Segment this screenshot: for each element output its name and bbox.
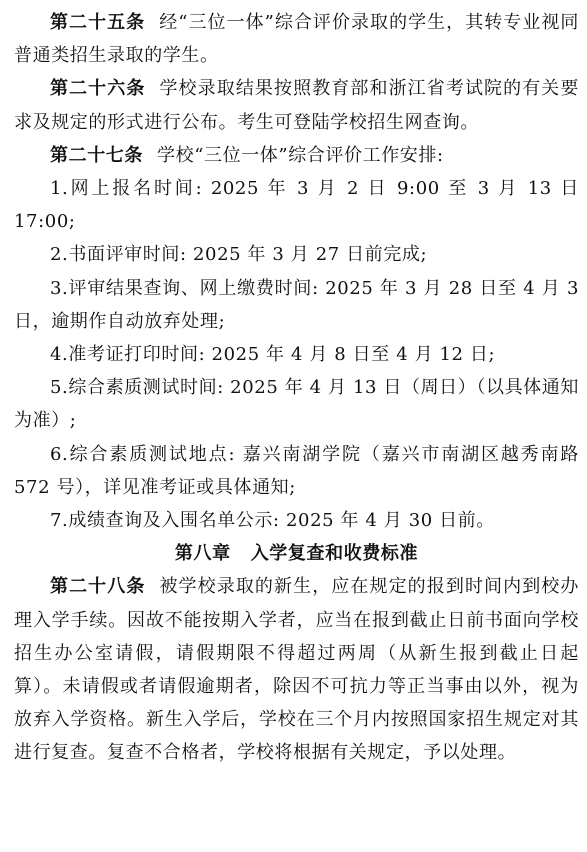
schedule-item-3: 3.评审结果查询、网上缴费时间: 2025 年 3 月 28 日至 4 月 3 日，逾期作自动放弃处理; [14, 277, 579, 332]
article-number: 第二十八条 [50, 576, 146, 598]
article-28 [14, 570, 579, 769]
article-number: 第二十六条 [50, 78, 146, 100]
schedule-item-5: 5.综合素质测试时间: 2025 年 4 月 13 日（周日）（以具体通知为准）; [14, 377, 579, 432]
schedule-item-1: 1.网上报名时间: 2025 年 3 月 2 日 9:00 至 3 月 13 日 17:00; [14, 178, 579, 233]
article-text: 学校录取结果按照教育部和浙江省考试院的有关要求及规定的形式进行公布。考生可登陆学校招生网查询。 [14, 78, 580, 133]
article-26 [14, 72, 579, 138]
schedule-item-4: 4.准考证打印时间: 2025 年 4 月 8 日至 4 月 12 日; [50, 344, 496, 366]
schedule-item-7: 7.成绩查询及入围名单公示: 2025 年 4 月 30 日前。 [50, 510, 495, 532]
article-text: 经“三位一体”综合评价录取的学生，其转专业视同普通类招生录取的学生。 [14, 12, 580, 67]
article-number: 第二十五条 [50, 12, 146, 33]
article-25 [14, 6, 579, 72]
article-text: 被学校录取的新生，应在规定的报到时间内到校办理入学手续。因故不能按期入学者，应当在报到截止日前书面向学校招生办公室请假，请假期限不得超过两周（从新生报到截止日起算）。未请假或者请假逾期者，除因不可抗力等正当事由以外，视为放弃入学资格。新生入学后，学校在三个月内按照国家招生规定对其进行复查。复查不合格者，学校将根据有关规定，予以处理。 [14, 576, 580, 764]
schedule-item-6: 6.综合素质测试地点: 嘉兴南湖学院（嘉兴市南湖区越秀南路 572 号），详见准考证或具体通知; [14, 443, 579, 498]
schedule-item-2: 2.书面评审时间: 2025 年 3 月 27 日前完成; [50, 244, 428, 266]
chapter-number: 第八章 [174, 543, 231, 565]
article-number: 第二十七条 [50, 144, 143, 166]
article-27 [14, 139, 579, 172]
article-text: 学校“三位一体”综合评价工作安排: [157, 144, 444, 166]
chapter-title: 入学复查和收费标准 [250, 543, 419, 565]
chapter-heading [14, 537, 579, 570]
